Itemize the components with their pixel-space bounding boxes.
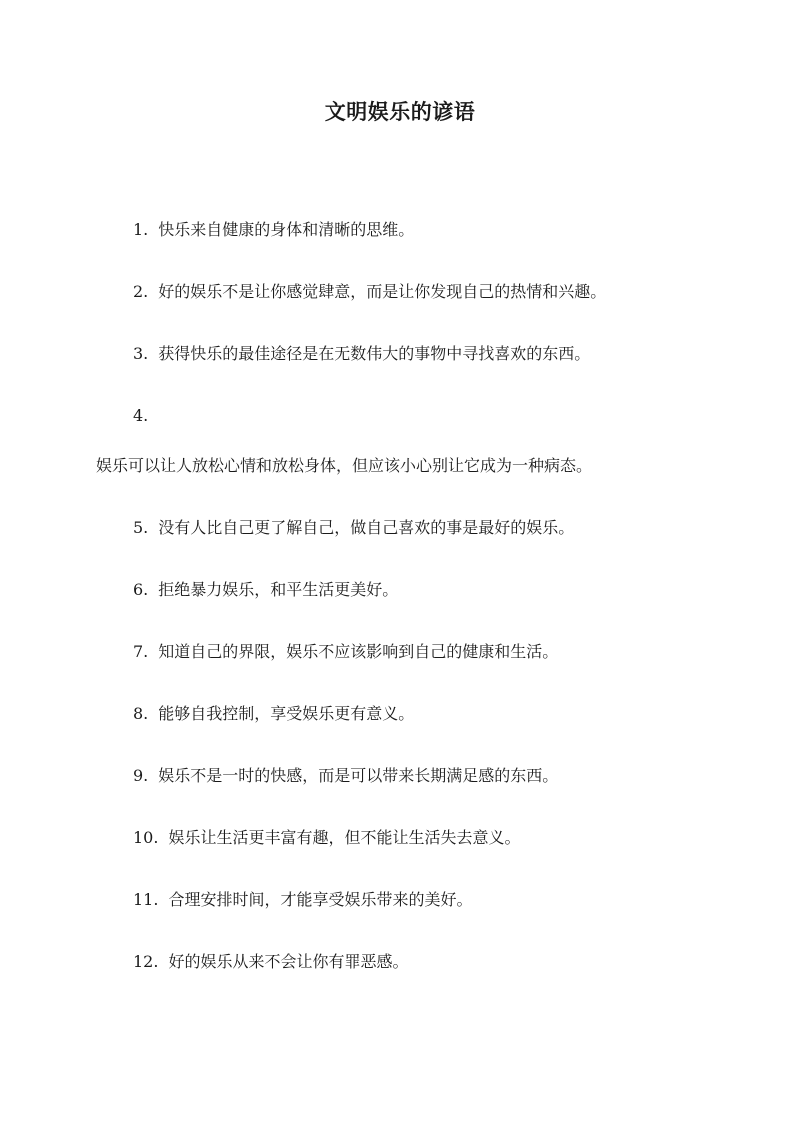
item-text: 快乐来自健康的身体和清晰的思维。 <box>158 220 415 239</box>
item-number: 1. <box>133 220 149 239</box>
item-text: 好的娱乐不是让你感觉肆意，而是让你发现自己的热情和兴趣。 <box>158 282 607 301</box>
item-text: 娱乐让生活更丰富有趣，但不能让生活失去意义。 <box>168 828 521 847</box>
item-text: 没有人比自己更了解自己，做自己喜欢的事是最好的娱乐。 <box>158 518 575 537</box>
item-text: 娱乐不是一时的快感，而是可以带来长期满足感的东西。 <box>158 766 559 785</box>
item-text: 合理安排时间，才能享受娱乐带来的美好。 <box>168 890 473 909</box>
list-item-3 <box>133 342 590 366</box>
list-item-9 <box>133 764 558 788</box>
item-text: 获得快乐的最佳途径是在无数伟大的事物中寻找喜欢的东西。 <box>158 344 591 363</box>
page-title: 文明娱乐的谚语 <box>324 99 476 124</box>
item-text: 拒绝暴力娱乐，和平生活更美好。 <box>158 580 399 599</box>
item-number: 8. <box>133 704 149 723</box>
list-item-8 <box>133 702 414 726</box>
list-item-7 <box>133 640 558 664</box>
item-number: 4. <box>133 406 149 425</box>
item-number: 9. <box>133 766 149 785</box>
item-number: 3. <box>133 344 149 363</box>
list-item-6 <box>133 578 398 602</box>
item-number: 6. <box>133 580 149 599</box>
list-item-5 <box>133 516 574 540</box>
item-number: 2. <box>133 282 149 301</box>
list-item-1 <box>133 218 414 242</box>
list-item-2 <box>133 280 606 304</box>
item-number: 12. <box>133 952 159 971</box>
item-text: 娱乐可以让人放松心情和放松身体，但应该小心别让它成为一种病态。 <box>96 456 593 475</box>
item-number: 10. <box>133 828 159 847</box>
item-text: 知道自己的界限，娱乐不应该影响到自己的健康和生活。 <box>158 642 559 661</box>
list-item-12 <box>133 950 408 974</box>
item-number: 11. <box>133 890 159 909</box>
list-item-10 <box>133 826 520 850</box>
list-item-11 <box>133 888 472 912</box>
item-text: 能够自我控制，享受娱乐更有意义。 <box>158 704 415 723</box>
item-number: 7. <box>133 642 149 661</box>
item-number: 5. <box>133 518 149 537</box>
item-text: 好的娱乐从来不会让你有罪恶感。 <box>168 952 409 971</box>
